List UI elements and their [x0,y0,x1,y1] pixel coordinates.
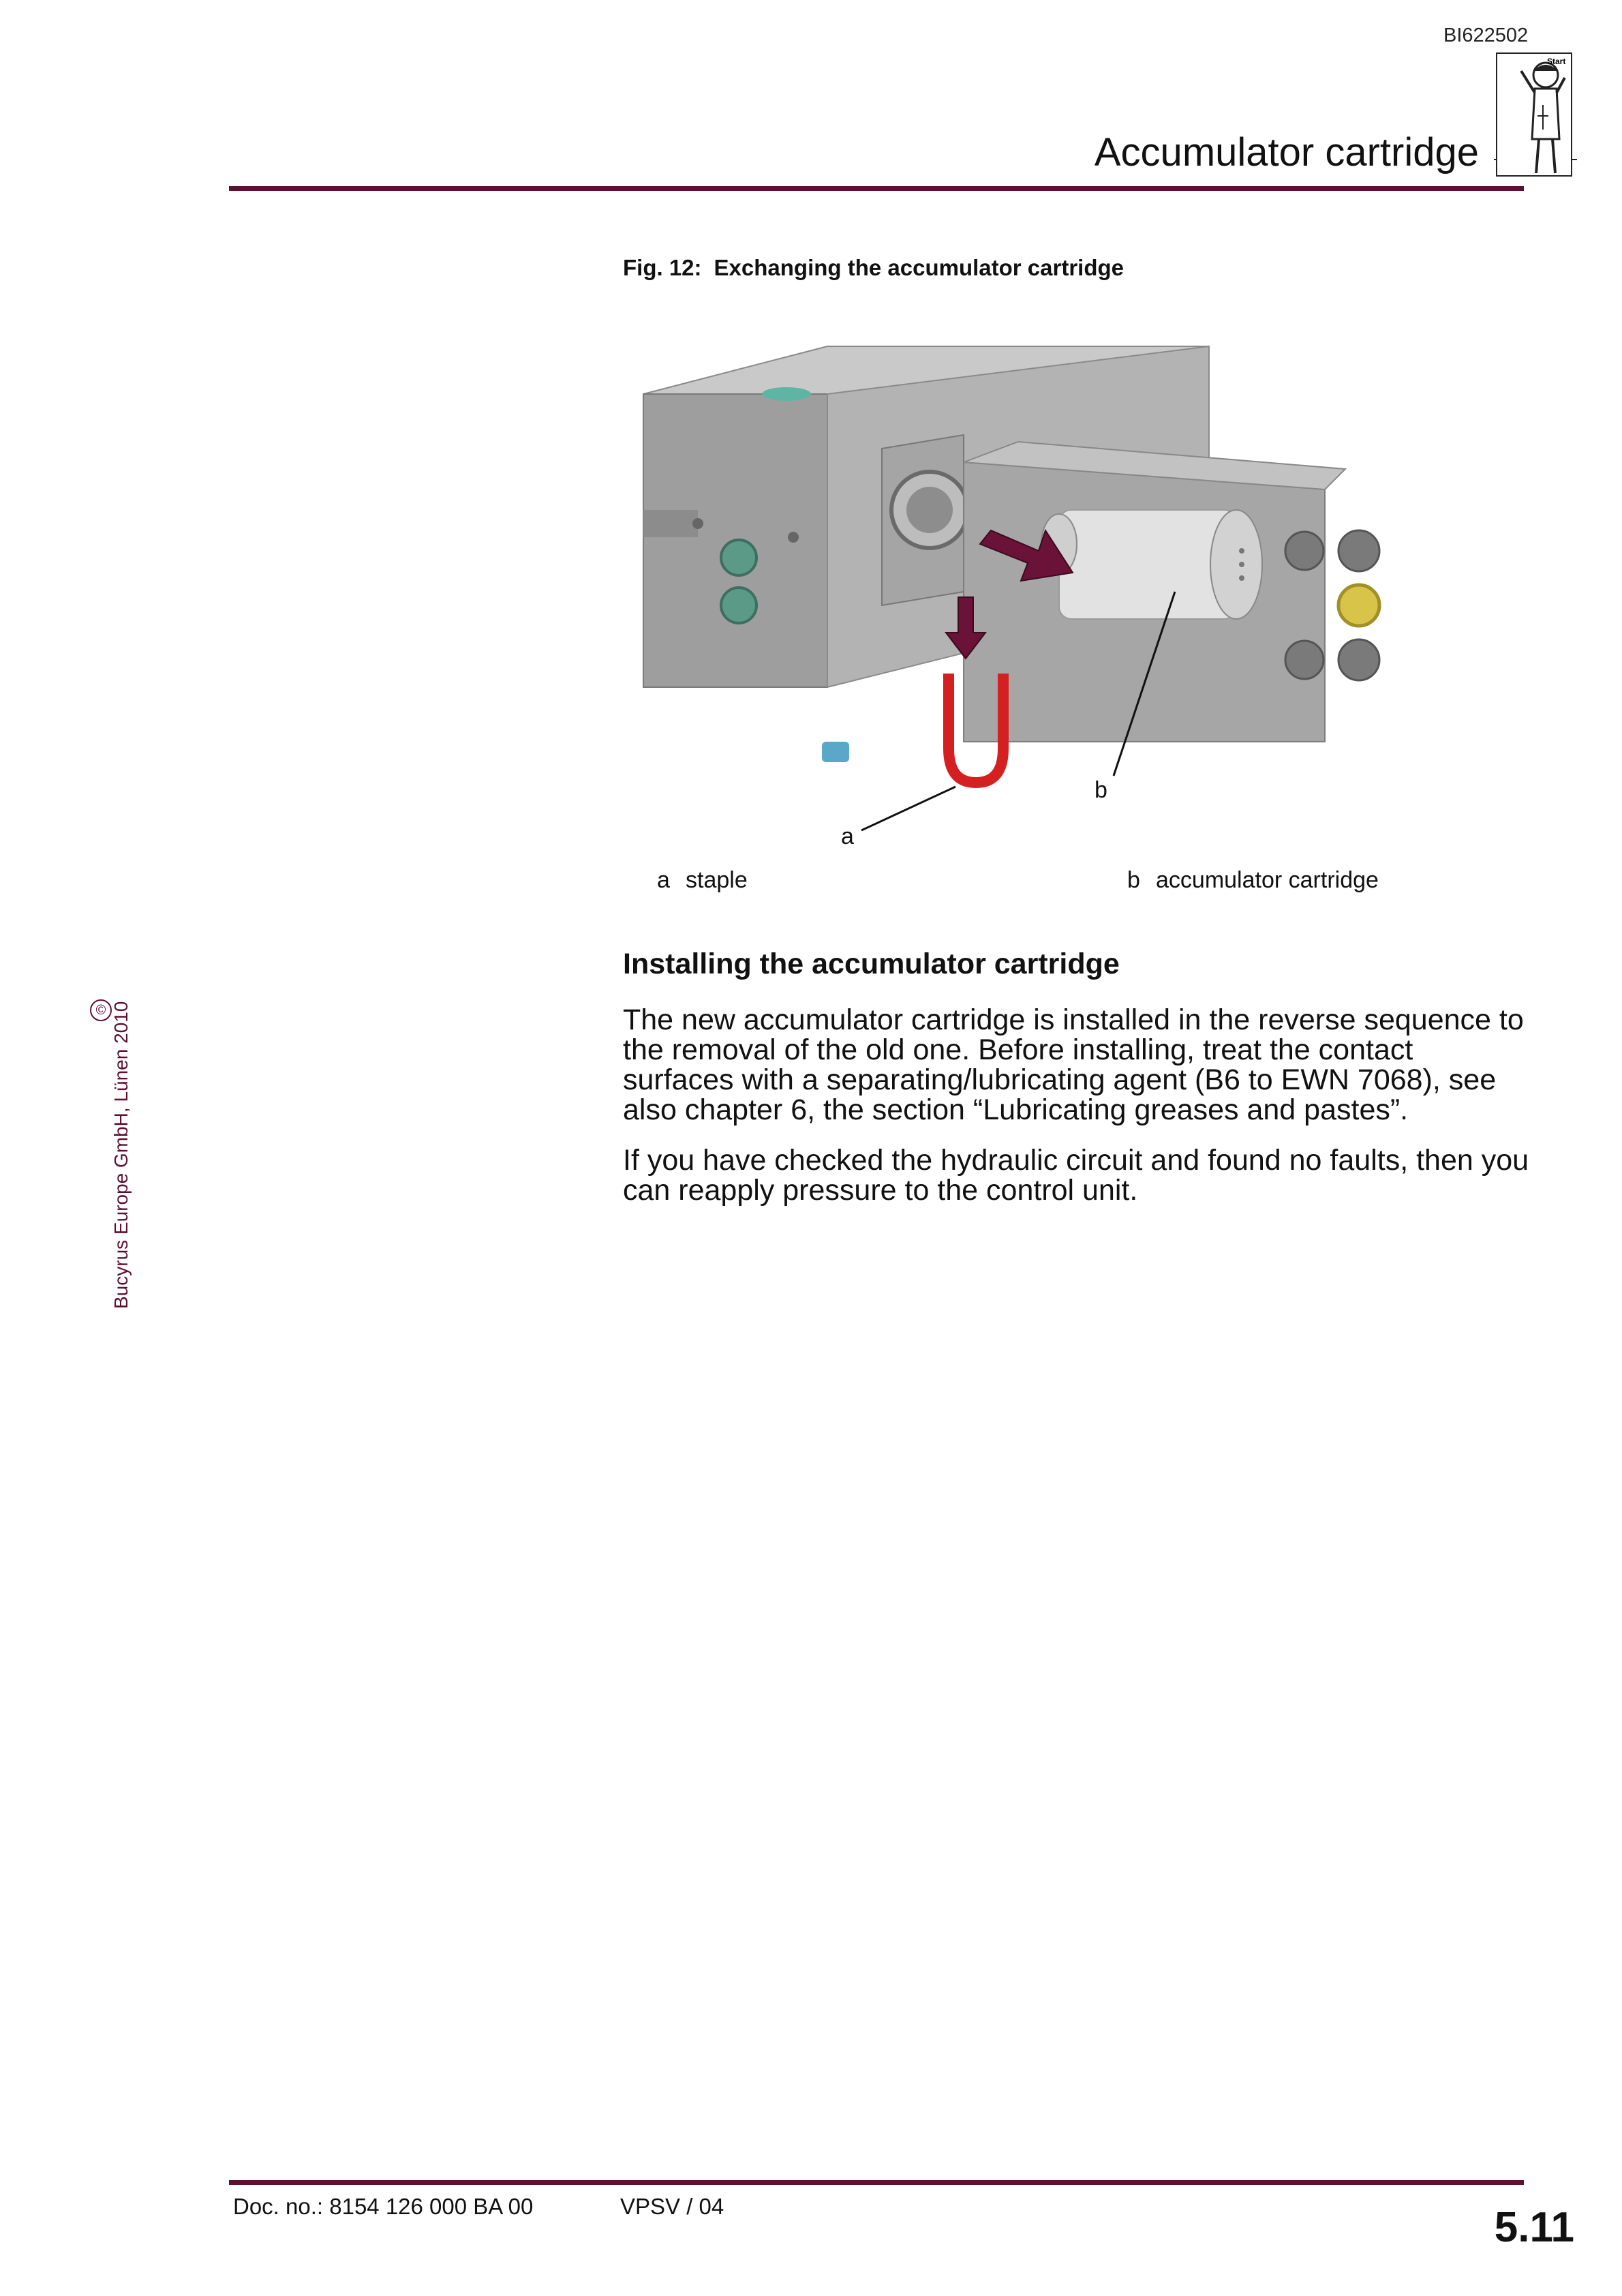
footer-document-number: Doc. no.: 8154 126 000 BA 00 [233,2194,534,2219]
page-title: Accumulator cartridge [1094,130,1479,175]
copyright-notice: Bucyrus Europe GmbH, Lünen 2010 [110,1001,132,1309]
port-green-2 [721,588,756,623]
legend-label: accumulator cartridge [1156,867,1379,893]
figure-caption [623,255,1124,281]
start-person-icon [1494,50,1577,184]
svg-text:Start: Start [1547,57,1566,66]
body-paragraph: If you have checked the hydraulic circuit and found no faults, then you can reapply pressure to the control unit. [623,1144,1529,1207]
legend-key: a [657,867,670,893]
blue-fitting [822,742,849,762]
page-number: 5.11 [1494,2204,1574,2251]
figure-number: Fig. 12: [623,255,702,280]
accumulator-cartridge [1041,510,1262,619]
callout-b: b [1095,777,1107,803]
legend-label: staple [686,867,748,893]
footer-divider [229,2180,1524,2185]
section-heading: Installing the accumulator cartridge [623,948,1120,980]
copyright-icon: © [90,999,112,1021]
legend-item [657,867,748,894]
leader-line-a [861,787,955,830]
footer-product-code: VPSV / 04 [620,2194,724,2219]
legend-key: b [1127,867,1140,893]
figure-caption-text: Exchanging the accumulator cartridge [714,255,1124,280]
legend-item [1127,867,1379,894]
body-paragraph: The new accumulator cartridge is installed in the reverse sequence to the removal of the old one. Before installing, treat the contact surfaces with a separating/lubricating agent (B6 to EWN 7068), see also chapter 6, the section “Lubricating greases and pastes”. [623,1003,1524,1126]
port-green-1 [721,540,756,575]
accumulator-cartridge-illustration [623,305,1400,851]
document-id: BI622502 [1443,25,1529,46]
callout-a: a [841,824,854,849]
header-divider [229,186,1524,191]
